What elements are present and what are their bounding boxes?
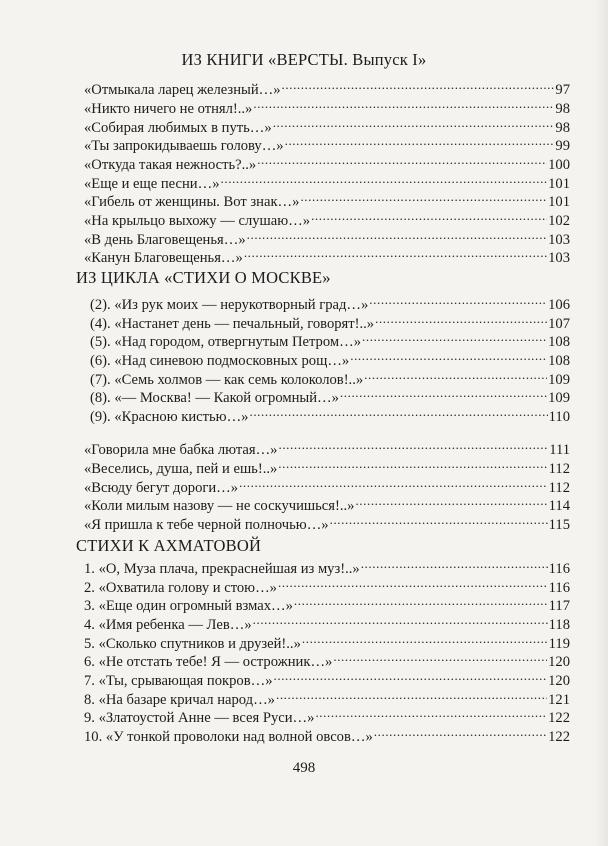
entry-title: (4). «Настанет день — печальный, говорят!..» — [90, 316, 375, 332]
entry-title: (6). «Над синевою подмосковных рощ…» — [90, 353, 350, 369]
entry-title: «Веселись, душа, пей и ешь!..» — [84, 461, 278, 477]
entry-page: 103 — [548, 250, 570, 266]
entry-title: 7. «Ты, срывающая покров…» — [84, 673, 273, 689]
toc-entry — [84, 225, 570, 248]
section-heading-moscow: ИЗ ЦИКЛА «СТИХИ О МОСКВЕ» — [76, 268, 331, 287]
entry-page: 100 — [548, 157, 570, 173]
entry-title: «Говорила мне бабка лютая…» — [84, 442, 278, 458]
toc-entry — [90, 383, 570, 406]
leader-dots — [244, 243, 547, 262]
leader-dots — [239, 473, 548, 492]
entry-page: 116 — [548, 580, 570, 596]
leader-dots — [340, 383, 547, 402]
toc-entry — [90, 402, 570, 425]
entry-page: 108 — [548, 353, 570, 369]
leader-dots — [257, 150, 547, 169]
entry-title: «В день Благовещенья…» — [84, 232, 246, 248]
leader-dots — [355, 491, 547, 510]
leader-dots — [285, 131, 555, 150]
entry-page: 115 — [548, 517, 570, 533]
toc-entry — [84, 722, 570, 745]
leader-dots — [361, 554, 548, 573]
leader-dots — [350, 346, 547, 365]
entry-page: 122 — [548, 729, 570, 745]
entry-page: 108 — [548, 334, 570, 350]
toc-entry — [84, 243, 570, 266]
entry-title: 9. «Златоустой Анне — всея Руси…» — [84, 710, 315, 726]
leader-dots — [247, 225, 547, 244]
leader-dots — [311, 206, 547, 225]
entry-title: (5). «Над городом, отвергнутым Петром…» — [90, 334, 362, 350]
leader-dots — [276, 685, 547, 704]
entry-title: 4. «Имя ребенка — Лев…» — [84, 617, 252, 633]
toc-entry — [90, 309, 570, 332]
entry-title: 1. «О, Муза плача, прекраснейшая из муз!..» — [84, 561, 360, 577]
entry-page: 118 — [548, 617, 570, 633]
entry-page: 120 — [548, 673, 570, 689]
page-number: 498 — [292, 760, 316, 776]
entry-page: 107 — [548, 316, 570, 332]
entry-title: «Я пришла к тебе черной полночью…» — [84, 517, 329, 533]
toc-entry — [84, 94, 570, 117]
leader-dots — [294, 591, 548, 610]
entry-title: (9). «Красною кистью…» — [90, 409, 249, 425]
leader-dots — [221, 169, 548, 188]
entry-title: 8. «На базаре кричал народ…» — [84, 692, 275, 708]
entry-title: «Канун Благовещенья…» — [84, 250, 243, 266]
entry-title: (8). «— Москва! — Какой огромный…» — [90, 390, 339, 406]
toc-entry — [90, 365, 570, 388]
entry-title: «Коли милым назову — не соскучишься!..» — [84, 498, 355, 514]
leader-dots — [253, 610, 548, 629]
toc-entry — [84, 435, 570, 458]
toc-entry — [90, 327, 570, 350]
entry-page: 109 — [548, 372, 570, 388]
leader-dots — [282, 75, 555, 94]
leader-dots — [300, 187, 547, 206]
section-heading-akhmatova: СТИХИ К АХМАТОВОЙ — [76, 536, 262, 555]
entry-page: 98 — [555, 120, 570, 136]
entry-page: 112 — [548, 480, 570, 496]
leader-dots — [315, 703, 547, 722]
section-heading-versty: ИЗ КНИГИ «ВЕРСТЫ. Выпуск I» — [181, 50, 427, 69]
entry-page: 121 — [548, 692, 570, 708]
entry-title: «Еще и еще песни…» — [84, 176, 220, 192]
entry-page: 119 — [548, 636, 570, 652]
toc-entry — [90, 290, 570, 313]
entry-title: «Всюду бегут дороги…» — [84, 480, 239, 496]
toc-entry — [84, 206, 570, 229]
entry-page: 99 — [555, 138, 570, 154]
leader-dots — [362, 327, 547, 346]
entry-page: 97 — [555, 82, 570, 98]
toc-entry — [84, 131, 570, 154]
toc-entry — [84, 703, 570, 726]
toc-entry — [84, 187, 570, 210]
leader-dots — [249, 402, 547, 421]
toc-entry — [84, 666, 570, 689]
toc-entry — [84, 510, 570, 533]
entry-page: 120 — [548, 654, 570, 670]
page-edge-shadow — [594, 0, 608, 846]
entry-page: 122 — [548, 710, 570, 726]
toc-entry — [84, 75, 570, 98]
leader-dots — [374, 722, 547, 741]
leader-dots — [278, 573, 548, 592]
entry-page: 114 — [548, 498, 570, 514]
entry-page: 98 — [555, 101, 570, 117]
entry-title: 10. «У тонкой проволоки над волной овсов…» — [84, 729, 373, 745]
entry-page: 103 — [548, 232, 570, 248]
entry-page: 116 — [548, 561, 570, 577]
toc-entry — [84, 554, 570, 577]
entry-page: 101 — [548, 194, 570, 210]
toc-entry — [84, 591, 570, 614]
entry-title: (7). «Семь холмов — как семь колоколов!..» — [90, 372, 364, 388]
toc-entry — [84, 491, 570, 514]
entry-page: 110 — [548, 409, 570, 425]
leader-dots — [333, 647, 547, 666]
entry-title: «На крыльцо выхожу — слушаю…» — [84, 213, 311, 229]
toc-entry — [90, 346, 570, 369]
entry-title: «Никто ничего не отнял!..» — [84, 101, 253, 117]
leader-dots — [375, 309, 547, 328]
toc-entry — [84, 685, 570, 708]
entry-title: (2). «Из рук моих — нерукотворный град…» — [90, 297, 369, 313]
toc-entry — [84, 169, 570, 192]
toc-entry — [84, 573, 570, 596]
entry-title: «Собирая любимых в путь…» — [84, 120, 272, 136]
toc-entry — [84, 150, 570, 173]
toc-entry — [84, 647, 570, 670]
entry-page: 111 — [549, 442, 570, 458]
entry-page: 106 — [548, 297, 570, 313]
leader-dots — [369, 290, 547, 309]
entry-page: 101 — [548, 176, 570, 192]
entry-page: 102 — [548, 213, 570, 229]
entry-title: 6. «Не отстать тебе! Я — острожник…» — [84, 654, 333, 670]
toc-entry — [84, 113, 570, 136]
leader-dots — [330, 510, 548, 529]
entry-title: «Откуда такая нежность?..» — [84, 157, 257, 173]
leader-dots — [302, 629, 548, 648]
toc-entry — [84, 473, 570, 496]
entry-page: 117 — [548, 598, 570, 614]
entry-title: 5. «Сколько спутников и друзей!..» — [84, 636, 301, 652]
leader-dots — [274, 666, 548, 685]
leader-dots — [278, 435, 548, 454]
leader-dots — [273, 113, 555, 132]
entry-title: «Гибель от женщины. Вот знак…» — [84, 194, 300, 210]
entry-page: 112 — [548, 461, 570, 477]
toc-entry — [84, 629, 570, 652]
toc-entry — [84, 454, 570, 477]
leader-dots — [364, 365, 547, 384]
entry-page: 109 — [548, 390, 570, 406]
entry-title: 2. «Охватила голову и стою…» — [84, 580, 277, 596]
entry-title: 3. «Еще один огромный взмах…» — [84, 598, 293, 614]
toc-entry — [84, 610, 570, 633]
entry-title: «Ты запрокидываешь голову…» — [84, 138, 284, 154]
entry-title: «Отмыкала ларец железный…» — [84, 82, 281, 98]
leader-dots — [278, 454, 547, 473]
leader-dots — [253, 94, 554, 113]
